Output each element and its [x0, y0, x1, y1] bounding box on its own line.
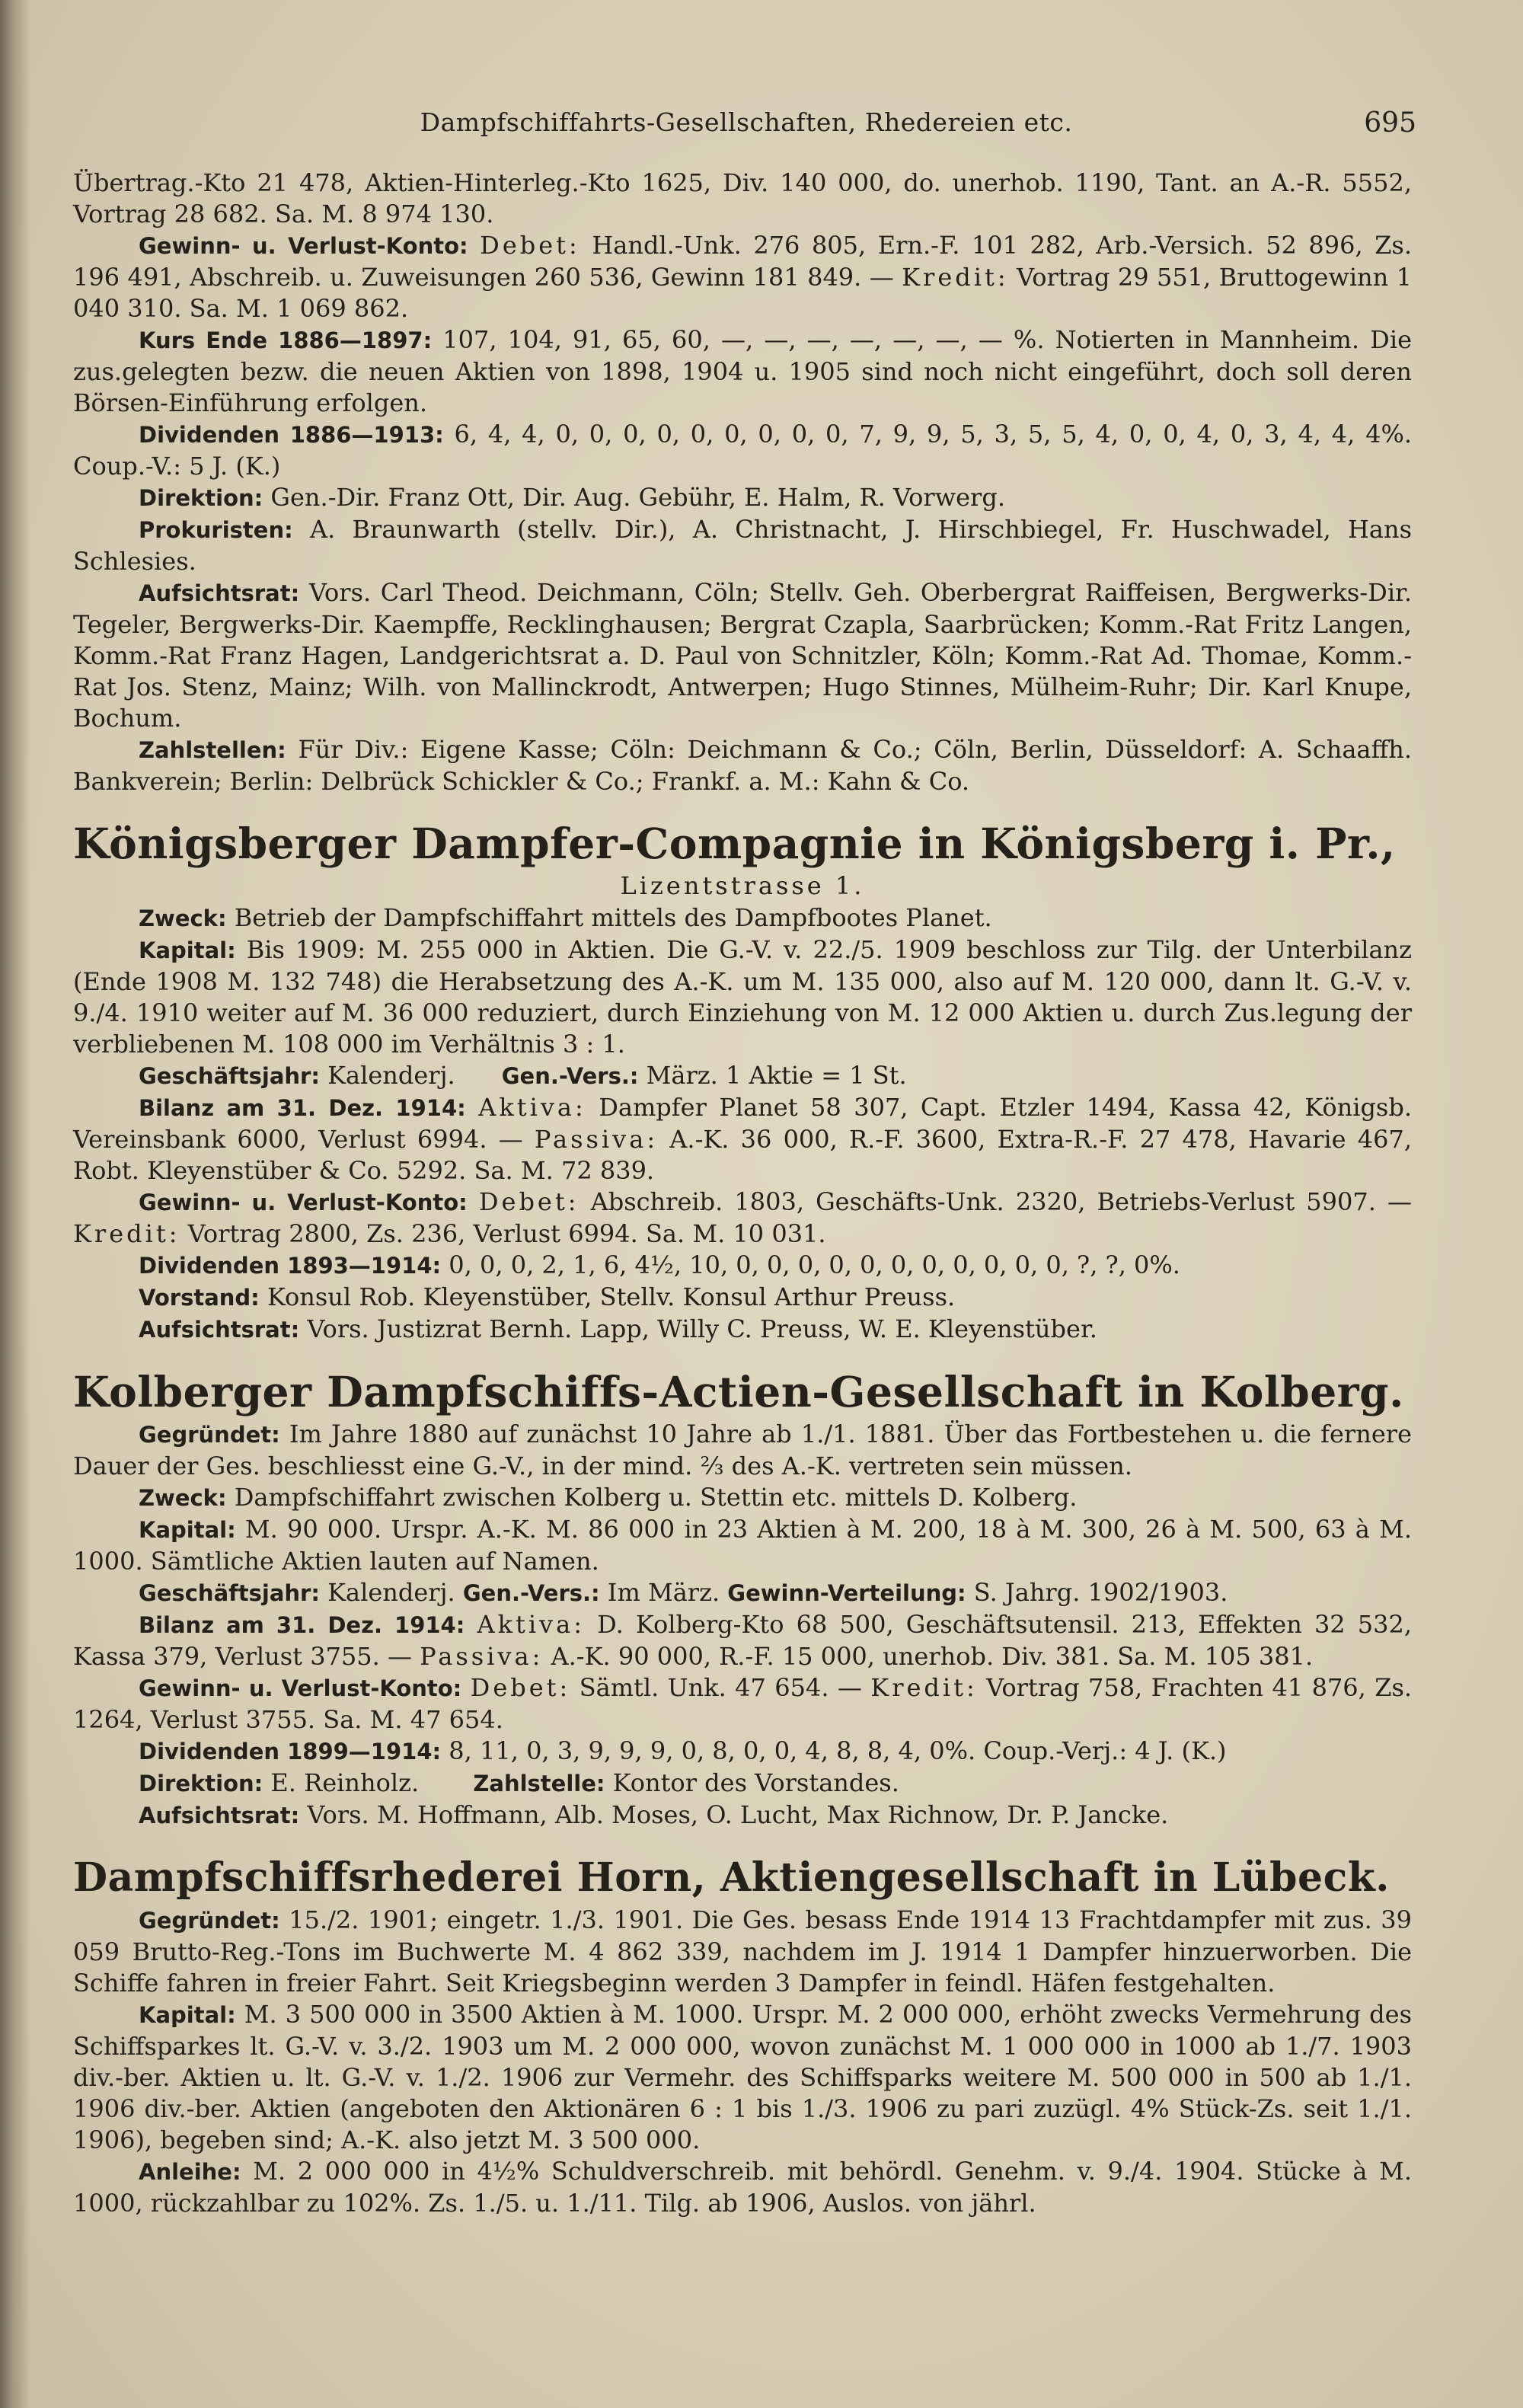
supervisory-board: Aufsichtsrat: Vors. Carl Theod. Deichmann, Cöln; Stellv. Geh. Oberbergrat Raiffeisen, Bergwerks-Dir. Tegeler, Bergwerks-Dir. Kaempffe, Recklinghausen; Bergrat Czapla, Saarbrücken; Komm.-Rat Fritz Langen, Komm.-Rat Franz Hagen, Landgerichtsrat a. D. Paul von Schnitzler, Köln; Komm.-Rat Ad. Thomae, Komm.-Rat Jos. Stenz, Mainz; Wilh. von Mallinckrodt, Antwerpen; Hugo Stinnes, Mülheim-Ruhr; Dir. Karl Knupe, Bochum. [73, 578, 1413, 733]
capital: Kapital: M. 90 000. Urspr. A.-K. M. 86 000 in 23 Aktien à M. 200, 18 à M. 300, 26 à M. 500, 63 à M. 1000. Sämtliche Aktien lauten auf Namen. [73, 1515, 1413, 1576]
dividends: Dividenden 1886—1913: 6, 4, 4, 0, 0, 0, 0, 0, 0, 0, 0, 0, 7, 9, 9, 5, 3, 5, 5, 4, 0, 0, 4, 0, 3, 4, 4, 4%. Coup.-V.: 5 J. (K.) [73, 420, 1413, 481]
profit-loss-account: Gewinn- u. Verlust-Konto: Debet: Abschreib. 1803, Geschäfts-Unk. 2320, Betriebs-Verlust 5907. — Kredit: Vortrag 2800, Zs. 236, Verlust 6994. Sa. M. 10 031. [73, 1187, 1413, 1248]
entry-koenigsberger-dampfer-compagnie [73, 817, 1412, 1346]
profit-loss-account: Gewinn- u. Verlust-Konto: Debet: Sämtl. Unk. 47 654. — Kredit: Vortrag 758, Frachten 41 876, Zs. 1264, Verlust 3755. Sa. M. 47 654. [73, 1673, 1413, 1734]
capital: Kapital: M. 3 500 000 in 3500 Aktien à M. 1000. Urspr. M. 2 000 000, erhöht zwecks Vermehrung des Schiffsparkes lt. G.-V. v. 3./2. 1903 um M. 2 000 000, wovon zunächst M. 1 000 000 in 1000 ab 1./7. 1903 div.-ber. Aktien u. lt. G.-V. v. 1./2. 1906 zur Vermehr. des Schiffsparks weitere M. 500 000 in 500 ab 1./1. 1906 div.-ber. Aktien (angeboten den Aktionären 6 : 1 bis 1./3. 1906 zu pari zuzügl. 4% Stück-Zs. seit 1./1. 1906), begeben sind; A.-K. also jetzt M. 3 500 000. [73, 2000, 1413, 2154]
supervisory-board: Aufsichtsrat: Vors. M. Hoffmann, Alb. Moses, O. Lucht, Max Richnow, Dr. P. Jancke. [139, 1800, 1169, 1829]
balance-continuation: Übertrag.-Kto 21 478, Aktien-Hinterleg.-Kto 1625, Div. 140 000, do. unerhob. 1190, Tant. an A.-R. 5552, Vortrag 28 682. Sa. M. 8 974 130. [73, 168, 1412, 228]
company-address: Lizentstrasse 1. [620, 871, 865, 900]
management: Direktion: Gen.-Dir. Franz Ott, Dir. Aug. Gebühr, E. Halm, R. Vorwerg. [139, 483, 1005, 512]
purpose: Zweck: Betrieb der Dampfschiffahrt mittels des Dampfbootes Planet. [139, 903, 992, 932]
fiscal-year: Geschäftsjahr: Kalenderj. Gen.-Vers.: März. 1 Aktie = 1 St. [139, 1061, 907, 1090]
balance-sheet: Bilanz am 31. Dez. 1914: Aktiva: Dampfer Planet 58 307, Capt. Etzler 1494, Kassa 42, Königsb. Vereinsbank 6000, Verlust 6994. — Passiva: A.-K. 36 000, R.-F. 3600, Extra-R.-F. 27 478, Havarie 467, Robt. Kleyenstüber & Co. 5292. Sa. M. 72 839. [73, 1093, 1413, 1185]
management: Direktion: E. Reinholz. Zahlstelle: Kontor des Vorstandes. [139, 1768, 899, 1797]
company-title: Königsberger Dampfer-Compagnie in Königsberg i. Pr., [73, 819, 1396, 868]
dividends: Dividenden 1899—1914: 8, 11, 0, 3, 9, 9, 9, 0, 8, 0, 0, 4, 8, 8, 4, 0%. Coup.-Verj.: 4 J. (K.) [139, 1736, 1227, 1765]
balance-sheet: Bilanz am 31. Dez. 1914: Aktiva: D. Kolberg-Kto 68 500, Geschäftsutensil. 213, Effekten 32 532, Kassa 379, Verlust 3755. — Passiva: A.-K. 90 000, R.-F. 15 000, unerhob. Div. 381. Sa. M. 105 381. [73, 1610, 1413, 1671]
entry-dampfschiffsrhederei-horn [73, 1851, 1412, 2219]
share-price-history: Kurs Ende 1886—1897: 107, 104, 91, 65, 60, —, —, —, —, —, —, — %. Notierten in Mannheim. Die zus.gelegten bezw. die neuen Aktien von 1898, 1904 u. 1905 sind noch nicht eingeführt, doch soll deren Börsen-Einführung erfolgen. [73, 325, 1413, 417]
capital: Kapital: Bis 1909: M. 255 000 in Aktien. Die G.-V. v. 22./5. 1909 beschloss zur Tilg. der Unterbilanz (Ende 1908 M. 132 748) die Herabsetzung des A.-K. um M. 135 000, also auf M. 120 000, dann lt. G.-V. v. 9./4. 1910 weiter auf M. 36 000 reduziert, durch Einziehung von M. 12 000 Aktien u. durch Zus.legung der verbliebenen M. 108 000 im Verhältnis 3 : 1. [73, 935, 1413, 1059]
bond-loan: Anleihe: M. 2 000 000 in 4½% Schuldverschreib. mit behördl. Genehm. v. 9./4. 1904. Stücke à M. 1000, rückzahlbar zu 102%. Zs. 1./5. u. 1./11. Tilg. ab 1906, Auslos. von jährl. [73, 2157, 1413, 2218]
book-spine-shadow [0, 0, 30, 2408]
page-number: 695 [1364, 107, 1416, 139]
fiscal-year: Geschäftsjahr: Kalenderj. Gen.-Vers.: Im März. Gewinn-Verteilung: S. Jahrg. 1902/1903. [139, 1578, 1228, 1607]
running-header [76, 103, 1416, 149]
previous-entry-continuation [73, 168, 1412, 797]
page-content [73, 168, 1412, 2219]
authorized-officers: Prokuristen: A. Braunwarth (stellv. Dir.), A. Christnacht, J. Hirschbiegel, Fr. Huschwadel, Hans Schlesies. [73, 515, 1413, 576]
entry-kolberger-dampfschiffs-ag [73, 1365, 1412, 1832]
founded: Gegründet: Im Jahre 1880 auf zunächst 10 Jahre ab 1./1. 1881. Über das Fortbestehen u. die fernere Dauer der Ges. beschliesst eine G.-V., in der mind. ⅔ des A.-K. vertreten sein müssen. [73, 1420, 1413, 1480]
founded: Gegründet: 15./2. 1901; eingetr. 1./3. 1901. Die Ges. besass Ende 1914 13 Frachtdampfer mit zus. 39 059 Brutto-Reg.-Tons im Buchwerte M. 4 862 339, nachdem im J. 1914 1 Dampfer hinzuerworben. Die Schiffe fahren in freier Fahrt. Seit Kriegsbeginn werden 3 Dampfer in feindl. Häfen festgehalten. [73, 1905, 1412, 1998]
company-title: Dampfschiffsrhederei Horn, Aktiengesellschaft in Lübeck. [73, 1854, 1390, 1901]
supervisory-board: Aufsichtsrat: Vors. Justizrat Bernh. Lapp, Willy C. Preuss, W. E. Kleyenstüber. [139, 1314, 1097, 1343]
running-title: Dampfschiffahrts-Gesellschaften, Rhedereien etc. [420, 107, 1073, 137]
paying-agents: Zahlstellen: Für Div.: Eigene Kasse; Cöln: Deichmann & Co.; Cöln, Berlin, Düsseldorf: A. Schaaffh. Bankverein; Berlin: Delbrück Schickler & Co.; Frankf. a. M.: Kahn & Co. [73, 735, 1413, 796]
purpose: Zweck: Dampfschiffahrt zwischen Kolberg u. Stettin etc. mittels D. Kolberg. [139, 1483, 1078, 1512]
dividends: Dividenden 1893—1914: 0, 0, 0, 2, 1, 6, 4½, 10, 0, 0, 0, 0, 0, 0, 0, 0, 0, 0, 0, ?, ?, 0%. [139, 1250, 1180, 1279]
company-title: Kolberger Dampfschiffs-Actien-Gesellschaft in Kolberg. [73, 1367, 1404, 1416]
profit-loss-account: Gewinn- u. Verlust-Konto: Debet: Handl.-Unk. 276 805, Ern.-F. 101 282, Arb.-Versich. 52 896, Zs. 196 491, Abschreib. u. Zuweisungen 260 536, Gewinn 181 849. — Kredit: Vortrag 29 551, Bruttogewinn 1 040 310. Sa. M. 1 069 862. [73, 231, 1413, 323]
board: Vorstand: Konsul Rob. Kleyenstüber, Stellv. Konsul Arthur Preuss. [139, 1282, 956, 1311]
